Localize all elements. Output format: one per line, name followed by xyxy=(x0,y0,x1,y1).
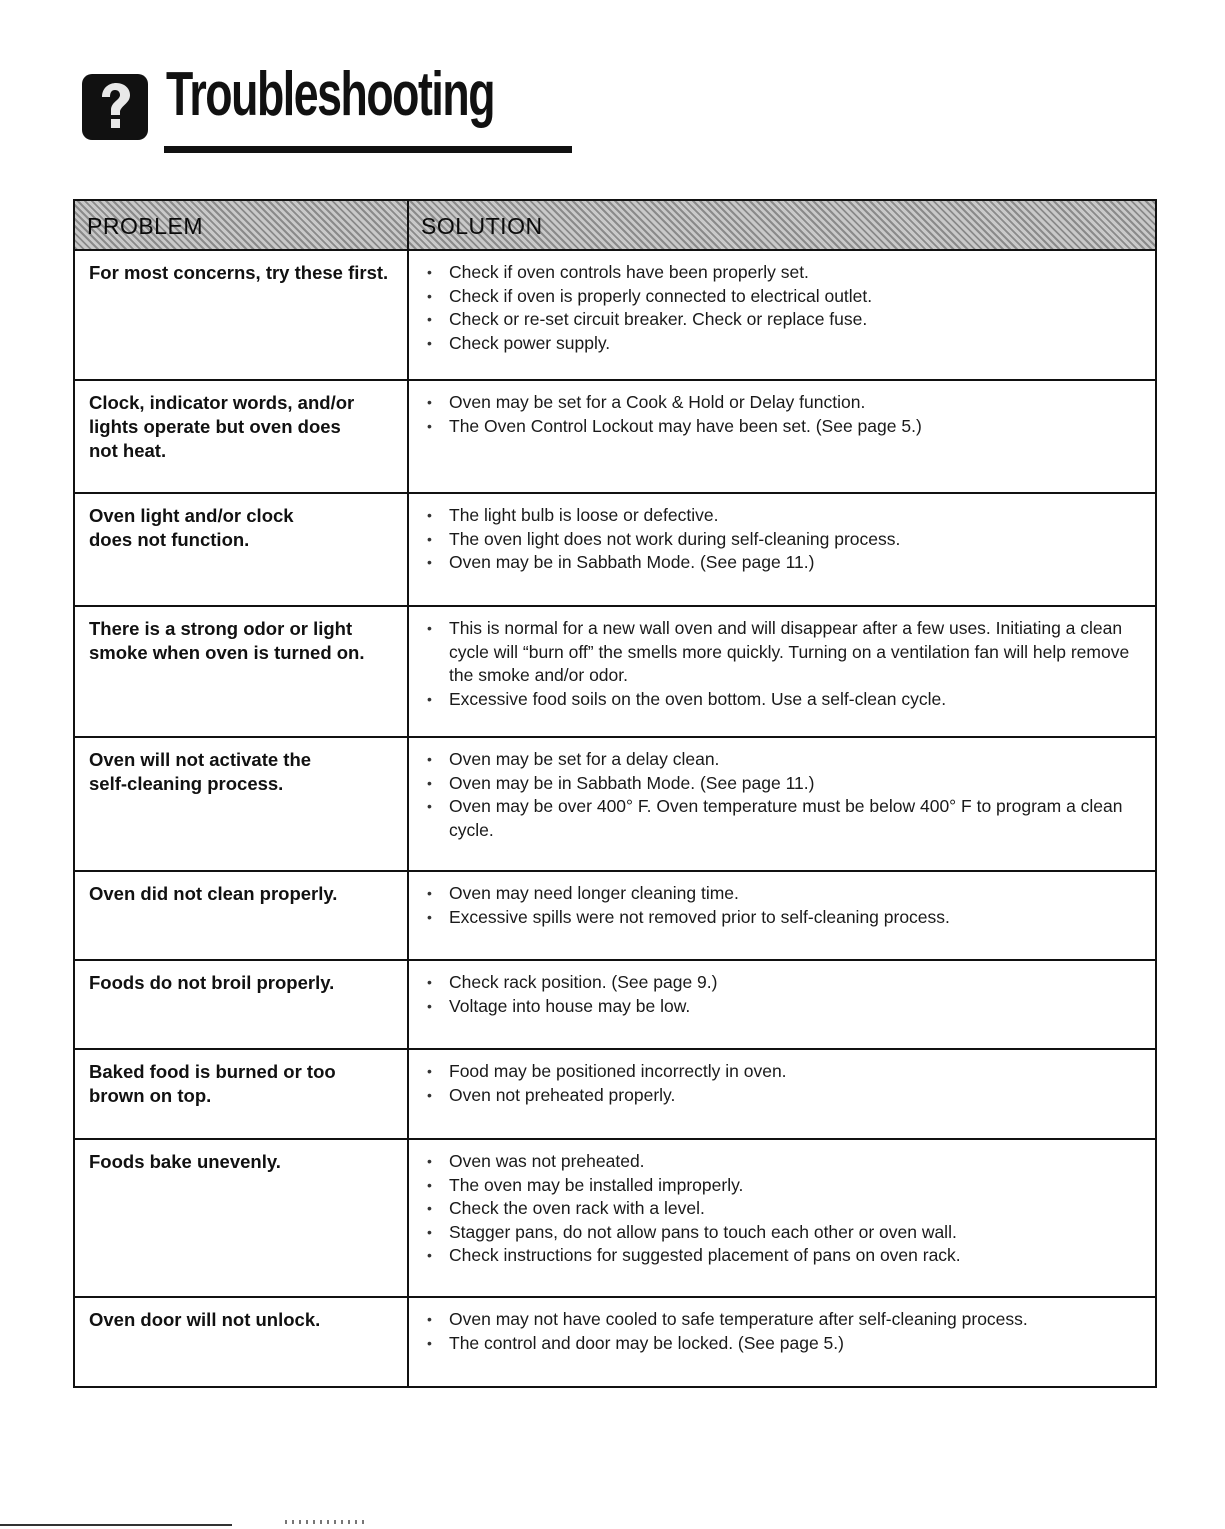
page-title: Troubleshooting xyxy=(166,60,495,129)
table-row xyxy=(75,494,1155,607)
solution-item: • Check power supply. xyxy=(427,332,1139,356)
troubleshooting-table xyxy=(73,199,1157,1388)
solution-cell xyxy=(409,381,1155,492)
problem-cell: Oven did not clean properly. xyxy=(75,872,409,959)
solution-item: • Oven not preheated properly. xyxy=(427,1084,1139,1108)
page-header xyxy=(82,62,522,157)
solution-item: • The light bulb is loose or defective. xyxy=(427,504,1139,528)
table-row xyxy=(75,251,1155,381)
problem-cell: There is a strong odor or light smoke when oven is turned on. xyxy=(75,607,409,736)
problem-cell: Oven light and/or clock does not function. xyxy=(75,494,409,605)
problem-cell: Clock, indicator words, and/or lights operate but oven does not heat. xyxy=(75,381,409,492)
solution-item: • Excessive spills were not removed prior to self-cleaning process. xyxy=(427,906,1139,930)
solution-item: • The control and door may be locked. (See page 5.) xyxy=(427,1332,1139,1356)
table-row xyxy=(75,607,1155,738)
solution-column-header: SOLUTION xyxy=(421,213,543,239)
table-row xyxy=(75,872,1155,961)
solution-item: • Oven may be set for a Cook & Hold or Delay function. xyxy=(427,391,1139,415)
table-row xyxy=(75,381,1155,494)
solution-item: • This is normal for a new wall oven and will disappear after a few uses. Initiating a clean cycle will “burn off” the smells more quickly. Turning on a ventilation fan will help remove the smoke and/or odor. xyxy=(427,617,1139,688)
solution-cell xyxy=(409,1140,1155,1296)
solution-cell xyxy=(409,1298,1155,1388)
solution-item: • Oven may be in Sabbath Mode. (See page 11.) xyxy=(427,772,1139,796)
problem-cell: For most concerns, try these first. xyxy=(75,251,409,379)
question-mark-icon xyxy=(82,74,148,140)
solution-item: • Voltage into house may be low. xyxy=(427,995,1139,1019)
solution-item: • The oven light does not work during self-cleaning process. xyxy=(427,528,1139,552)
problem-cell: Baked food is burned or too brown on top. xyxy=(75,1050,409,1138)
solution-item: • Oven may be set for a delay clean. xyxy=(427,748,1139,772)
solution-item: • Check the oven rack with a level. xyxy=(427,1197,1139,1221)
problem-cell: Oven door will not unlock. xyxy=(75,1298,409,1388)
solution-item: • Check rack position. (See page 9.) xyxy=(427,971,1139,995)
footer-marks xyxy=(285,1520,625,1529)
solution-item: • Oven may not have cooled to safe temperature after self-cleaning process. xyxy=(427,1308,1139,1332)
solution-item: • Oven may be in Sabbath Mode. (See page 11.) xyxy=(427,551,1139,575)
problem-cell: Foods bake unevenly. xyxy=(75,1140,409,1296)
problem-column-header: PROBLEM xyxy=(75,201,409,249)
table-row xyxy=(75,1140,1155,1298)
footer-rule xyxy=(0,1524,232,1526)
table-row xyxy=(75,961,1155,1050)
table-row xyxy=(75,1298,1155,1388)
solution-item: • Check or re-set circuit breaker. Check or replace fuse. xyxy=(427,308,1139,332)
solution-cell xyxy=(409,961,1155,1048)
problem-cell: Foods do not broil properly. xyxy=(75,961,409,1048)
solution-cell xyxy=(409,251,1155,379)
title-underline xyxy=(164,146,572,153)
problem-cell: Oven will not activate the self-cleaning process. xyxy=(75,738,409,870)
solution-item: • Excessive food soils on the oven bottom. Use a self-clean cycle. xyxy=(427,688,1139,712)
solution-cell xyxy=(409,1050,1155,1138)
solution-item: • Food may be positioned incorrectly in oven. xyxy=(427,1060,1139,1084)
solution-item: • Check if oven is properly connected to electrical outlet. xyxy=(427,285,1139,309)
solution-item: • The Oven Control Lockout may have been set. (See page 5.) xyxy=(427,415,1139,439)
solution-cell xyxy=(409,494,1155,605)
table-header xyxy=(75,201,1155,251)
solution-cell xyxy=(409,738,1155,870)
table-row xyxy=(75,738,1155,872)
solution-item: • Stagger pans, do not allow pans to touch each other or oven wall. xyxy=(427,1221,1139,1245)
solution-cell xyxy=(409,872,1155,959)
solution-item: • Check if oven controls have been properly set. xyxy=(427,261,1139,285)
solution-item: • The oven may be installed improperly. xyxy=(427,1174,1139,1198)
solution-item: • Oven was not preheated. xyxy=(427,1150,1139,1174)
table-row xyxy=(75,1050,1155,1140)
solution-item: • Oven may need longer cleaning time. xyxy=(427,882,1139,906)
solution-cell xyxy=(409,607,1155,736)
solution-item: • Oven may be over 400° F. Oven temperature must be below 400° F to program a clean cycle. xyxy=(427,795,1139,842)
solution-item: • Check instructions for suggested placement of pans on oven rack. xyxy=(427,1244,1139,1268)
